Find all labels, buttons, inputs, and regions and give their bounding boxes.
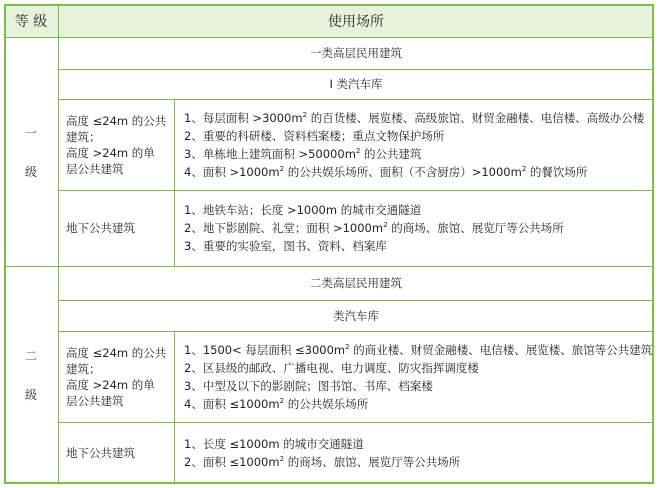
list-item: 2、地下影剧院、礼堂；面积 $>1000m^2$ 的商场、旅馆、展览厅等公共场所 [184, 221, 564, 235]
level-1-garage-row: I 类汽车库 [329, 77, 383, 91]
level-2-label [4, 266, 58, 484]
divider [58, 190, 654, 191]
level-1-char-bottom: 级 [24, 164, 37, 179]
header-grade: 等 级 [4, 4, 58, 37]
underground-label-text: 地下公共建筑 [66, 446, 135, 460]
fire-protection-grade-table [4, 4, 654, 484]
public-label-line: 建筑； [66, 129, 101, 144]
level-1-buildings-row: 一类高层民用建筑 [310, 46, 402, 60]
level-2-underground-label [58, 422, 174, 484]
header-usage: 使用场所 [58, 4, 654, 37]
list-item: 4、面积 $\le 1000m^2$ 的公共娱乐场所 [184, 396, 369, 411]
level-2-buildings-row: 二类高层民用建筑 [310, 276, 402, 290]
list-item: 3、重要的实验室，图书、资料、档案库 [184, 239, 387, 253]
divider [58, 422, 654, 423]
list-item: 2、区县级的邮政、广播电视、电力调度、防灾指挥调度楼 [184, 360, 479, 375]
public-label-line: 建筑； [66, 361, 101, 376]
public-label-line: 高度 >24m 的单 [66, 377, 155, 392]
level-2-public-label [58, 331, 174, 422]
divider [58, 4, 59, 484]
public-label-line: 层公共建筑 [66, 161, 124, 176]
list-item: 1、地铁车站；长度 >1000m 的城市交通隧道 [184, 203, 422, 217]
list-item: 2、面积 $\le 1000m^2$ 的商场、旅馆、展览厅等公共场所 [184, 455, 461, 469]
underground-label-text: 地下公共建筑 [66, 221, 135, 235]
table-border-left [4, 4, 6, 484]
list-item: 1、长度 ≤1000m 的城市交通隧道 [184, 437, 364, 451]
level-2-public-items [174, 331, 654, 422]
public-label-line: 层公共建筑 [66, 393, 124, 408]
list-item: 4、面积 $>1000m^2$ 的公共娱乐场所、面积（不含厨房）$>1000m^2$ 的餐饮场所 [184, 164, 588, 179]
divider [58, 99, 654, 100]
public-label-line: 高度 >24m 的单 [66, 145, 155, 160]
level-2-char-bottom: 级 [24, 388, 37, 402]
divider [174, 331, 175, 484]
level-1-char-top: 一 [24, 125, 37, 140]
public-label-line: 高度 ≤24m 的公共 [66, 113, 167, 128]
table-border-right [652, 4, 654, 484]
divider [4, 266, 654, 267]
divider [58, 69, 654, 70]
public-label-line: 高度 ≤24m 的公共 [66, 345, 167, 360]
list-item: 3、中型及以下的影剧院；图书馆、书库、档案楼 [184, 378, 433, 393]
level-1-underground-label [58, 190, 174, 266]
level-1-public-label [58, 99, 174, 190]
table-border-top [4, 4, 654, 6]
list-item: 3、单栋地上建筑面积 $>50000m^2$ 的公共建筑 [184, 146, 422, 161]
divider [4, 37, 654, 38]
level-1-underground-items [174, 190, 654, 266]
level-1-label [4, 37, 58, 266]
divider [58, 300, 654, 301]
list-item: 1、1500< 每层面积 $\le 3000m^2$ 的商业楼、财贸金融楼、电信楼、展览楼、旅馆等公共建筑 [184, 342, 653, 357]
level-2-underground-items [174, 422, 654, 484]
level-2-garage-row: 类汽车库 [333, 308, 379, 323]
level-2-char-top: 二 [24, 349, 37, 363]
list-item: 2、重要的科研楼、资料档案楼；重点文物保护场所 [184, 128, 445, 143]
divider [174, 99, 175, 266]
level-1-public-items [174, 99, 654, 190]
table-border-bottom [4, 482, 654, 484]
divider [58, 331, 654, 332]
list-item: 1、每层面积 $>3000m^2$ 的百货楼、展览楼、高级旅馆、财贸金融楼、电信楼、高级办公楼 [184, 110, 645, 125]
